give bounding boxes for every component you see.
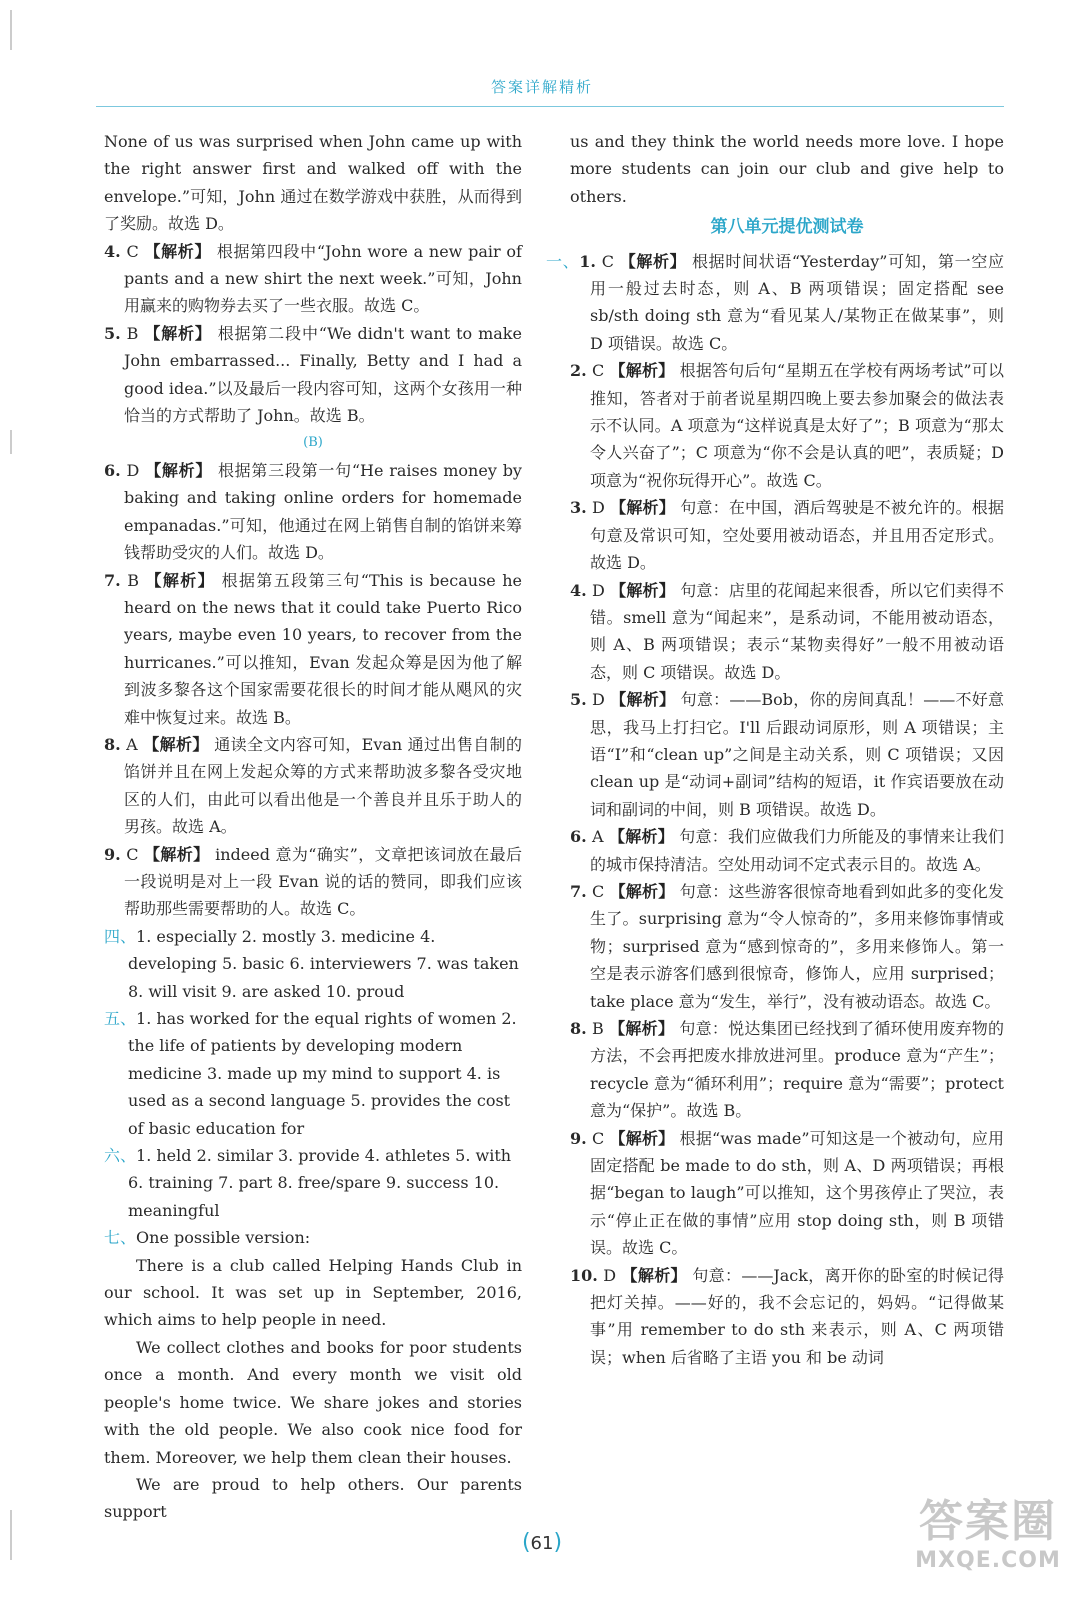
answer-item-7: 7. C 【解析】 句意：这些游客很惊奇地看到如此多的变化发生了。surprising 意为“令人惊奇的”，多用来修饰事情或物；surprised 意为“感到惊奇的”，多用来修饰人。第一空是表示游客们感到很惊奇，修饰人，应用 surprised；take place 意为“发生，举行”，没有被动语态。故选 C。 [570,881,1004,1011]
essay-paragraph-2: We collect clothes and books for poor students once a month. And every month we visit old people's home twice. We share jokes and stories with the old people. We also cook nice food for them. Moreover, we help them clean their houses. [104,1337,522,1467]
right-column [546,128,1005,1371]
essay-paragraph-3: We are proud to help others. Our parents support [104,1474,522,1522]
answer-item-2: 2. C 【解析】 根据答句后句“星期五在学校有两场考试”可以推知，答者对于前者说星期四晚上要去参加聚会的做法表示不认同。A 项意为“这样说真是太好了”；B 项意为“那太令人兴奋了”；C 项意为“你不会是认真的吧”，表质疑；D 项意为“祝你玩得开心”。故选 C。 [570,361,1004,490]
margin-mark [10,430,12,454]
section-seven: 七、One possible version: [104,1228,311,1248]
section-title: 第八单元提优测试卷 [710,217,864,238]
answer-item-4: 4. C 【解析】 根据第四段中“John wore a new pair of pants and a new shirt the next week.”可知，John 用赢来的购物券去买了一些衣服。故选 C。 [104,241,522,316]
answer-item-9: 9. C 【解析】 indeed 意为“确实”，文章把该词放在最后一段说明是对上一段 Evan 说的话的赞同，即我们应该帮助那些需要帮助的人。故选 C。 [104,844,522,919]
answer-item-5: 5. D 【解析】 句意：——Bob，你的房间真乱！——不好意思，我马上打扫它。I'll 后跟动词原形，则 A 项错误；主语“I”和“clean up”之间是主动关系，则 C 项错误；又因 clean up 是“动词+副词”结构的短语，it 作宾语要放在动词和副词的中间，则 B 项错误。故选 D。 [570,690,1004,819]
section-four: 四、1. especially 2. mostly 3. medicine 4. developing 5. basic 6. interviewers 7. was taken 8. will visit 9. are asked 10. proud [104,926,519,1001]
section-five: 五、1. has worked for the equal rights of women 2. the life of patients by developing modern medicine 3. made up my mind to support 4. is used as a second language 5. provides the cost of basic education for [104,1009,517,1138]
margin-mark [10,10,12,50]
section-six: 六、1. held 2. similar 3. provide 4. athletes 5. with 6. training 7. part 8. free/spare 9. success 10. meaningful [104,1146,512,1220]
answer-item-9: 9. C 【解析】 根据“was made”可知这是一个被动句，应用固定搭配 be made to do sth，则 A、D 两项错误；再根据“began to laugh”可以推知，这个男孩停止了哭泣，表示“停止正在做的事情”应用 stop doing sth，则 B 项错误。故选 C。 [570,1128,1004,1258]
answer-item-5: 5. B 【解析】 根据第二段中“We didn't want to make John embarrassed... Finally, Betty and I had a good idea.”以及最后一段内容可知，这两个女孩用一种恰当的方式帮助了 John。故选 B。 [104,323,522,426]
watermark-logo: 答案圈 MXQE.COM [915,1496,1061,1573]
answer-item-6: 6. A 【解析】 句意：我们应做我们力所能及的事情来让我们的城市保持清洁。空处用动词不定式表示目的。故选 A。 [570,827,1004,874]
answer-item-3: 3. D 【解析】 句意：在中国，酒后驾驶是不被允许的。根据句意及常识可知，空处要用被动语态，并且用否定形式。故选 D。 [570,498,1004,573]
answer-item-6: 6. D 【解析】 根据第三段第一句“He raises money by baking and taking online orders for homemade empanadas.”可知，他通过在网上销售自制的馅饼来筹钱帮助受灾的人们。故选 D。 [104,460,522,563]
answer-item-4: 4. D 【解析】 句意：店里的花闻起来很香，所以它们卖得不错。smell 意为“闻起来”，是系动词，不能用被动语态，则 A、B 两项错误；表示“某物卖得好”一般不用被动语态，则 C 项错误。故选 D。 [570,580,1004,682]
page-header: 答案详解精析 [490,78,593,96]
essay-paragraph-1: There is a club called Helping Hands Club in our school. It was set up in September, 2016, which aims to help people in need. [104,1255,522,1330]
margin-mark [10,1510,12,1560]
answer-item-8: 8. B 【解析】 句意：悦达集团已经找到了循环使用废弃物的方法，不会再把废水排放进河里。produce 意为“产生”；recycle 意为“循环利用”；require 意为“需要”；protect 意为“保护”。故选 B。 [570,1019,1004,1121]
answer-item-8: 8. A 【解析】 通读全文内容可知，Evan 通过出售自制的馅饼并且在网上发起众筹的方式来帮助波多黎各受灾地区的人们，由此可以看出他是一个善良并且乐于助人的男孩。故选 A。 [104,734,522,837]
answer-item-1: 一、1. C 【解析】 根据时间状语“Yesterday”可知，第一空应用一般过去时态，则 A、B 两项错误；固定搭配 see sb/sth doing sth 意为“看见某人/某物正在做某事”，则 D 项错误。故选 C。 [546,251,1004,353]
header-divider [96,106,1004,107]
essay-continuation: us and they think the world needs more love. I hope more students can join our club and give help to others. [570,132,1004,206]
subheading-b: (B) [303,435,323,451]
answer-item-10: 10. D 【解析】 句意：——Jack，离开你的卧室的时候记得把灯关掉。——好的，我不会忘记的，妈妈。“记得做某事”用 remember to do sth 来表示，则 A、C 两项错误；when 后省略了主语 you 和 be 动词 [570,1265,1005,1367]
continuation-text: None of us was surprised when John came up with the right answer first and walked off with the envelope.”可知，John 通过在数学游戏中获胜，从而得到了奖励。故选 D。 [104,132,522,234]
answer-item-7: 7. B 【解析】 根据第五段第三句“This is because he heard on the news that it could take Puerto Rico years, maybe even 10 years, to recover from the hurricanes.”可以推知，Evan 发起众筹是因为他了解到波多黎各这个国家需要花很长的时间才能从飓风的灾难中恢复过来。故选 B。 [104,570,523,727]
left-column [104,128,522,1526]
page-number: (61) [521,1530,563,1555]
